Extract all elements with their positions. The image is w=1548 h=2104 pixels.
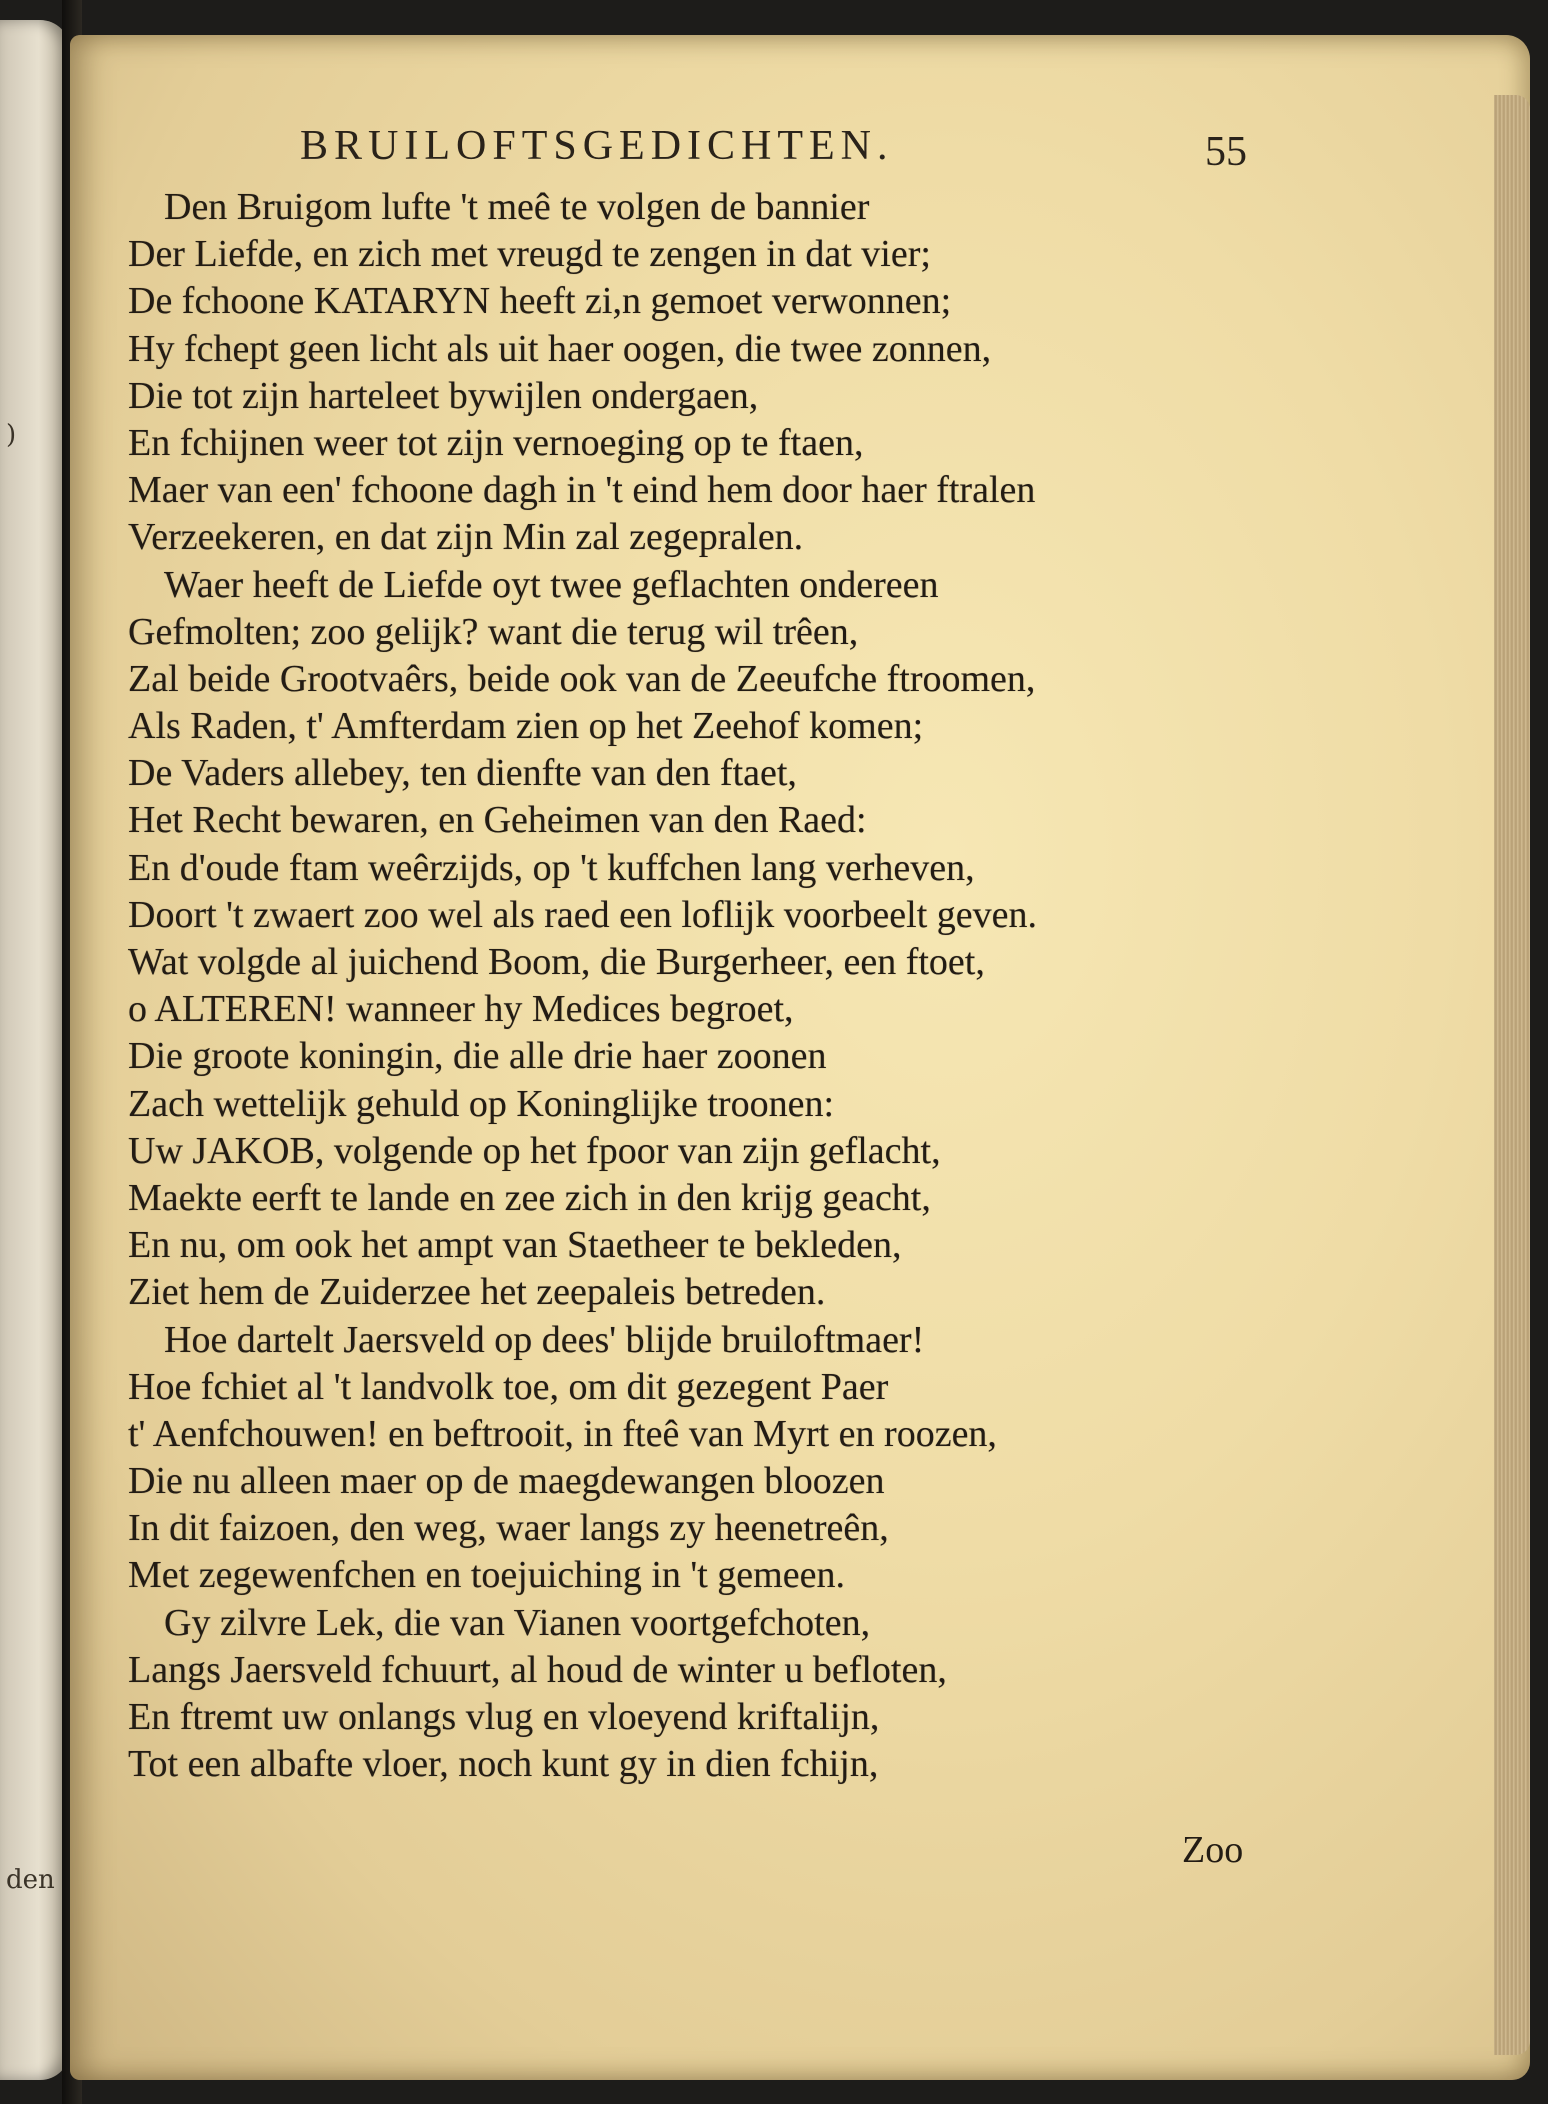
left-page-fragment: ) bbox=[6, 420, 17, 450]
poem-line: Gy zilvre Lek, die van Vianen voortgefchoten, bbox=[164, 1601, 871, 1644]
running-head bbox=[300, 122, 1250, 182]
poem-line: Ziet hem de Zuiderzee het zeepaleis betreden. bbox=[128, 1271, 826, 1314]
poem-line: De Vaders allebey, ten dienfte van den ftaet, bbox=[128, 752, 797, 795]
poem-line: Die tot zijn harteleet bywijlen ondergaen, bbox=[128, 374, 759, 417]
poem-line: Hoe fchiet al 't landvolk toe, om dit gezegent Paer bbox=[128, 1365, 889, 1408]
poem-line: Die groote koningin, die alle drie haer zoonen bbox=[128, 1035, 827, 1078]
poem-line: Het Recht bewaren, en Geheimen van den Raed: bbox=[128, 799, 867, 842]
poem-line: Hoe dartelt Jaersveld op dees' blijde bruiloftmaer! bbox=[164, 1318, 925, 1361]
poem-line: En ftremt uw onlangs vlug en vloeyend kriftalijn, bbox=[128, 1696, 880, 1738]
poem-line: o ALTEREN! wanneer hy Medices begroet, bbox=[128, 988, 794, 1031]
poem-line: Tot een albafte vloer, noch kunt gy in dien fchijn, bbox=[128, 1743, 879, 1786]
poem-line: Der Liefde, en zich met vreugd te zengen in dat vier; bbox=[128, 233, 931, 276]
left-page-edge bbox=[0, 20, 70, 2080]
poem-line: Waer heeft de Liefde oyt twee geflachten ondereen bbox=[164, 563, 939, 606]
poem-text bbox=[128, 184, 1278, 1788]
poem-line: Zal beide Grootvaêrs, beide ook van de Zeeufche ftroomen, bbox=[128, 657, 1036, 700]
poem-line: Verzeekeren, en dat zijn Min zal zegepralen. bbox=[128, 516, 804, 559]
poem-line: Hy fchept geen licht als uit haer oogen, die twee zonnen, bbox=[128, 327, 992, 370]
left-page-fragment: den bbox=[6, 1865, 55, 1895]
poem-line: Die nu alleen maer op de maegdewangen bloozen bbox=[128, 1460, 885, 1503]
poem-line: En nu, om ook het ampt van Staetheer te bekleden, bbox=[128, 1224, 902, 1267]
poem-line: Zach wettelijk gehuld op Koninglijke troonen: bbox=[128, 1082, 835, 1125]
poem-line: Wat volgde al juichend Boom, die Burgerheer, een ftoet, bbox=[128, 941, 985, 983]
page-title: BRUILOFTSGEDICHTEN. bbox=[300, 123, 894, 169]
poem-line: Uw JAKOB, volgende op het fpoor van zijn geflacht, bbox=[128, 1129, 941, 1172]
poem-line: Den Bruigom lufte 't meê te volgen de bannier bbox=[164, 186, 870, 228]
poem-line: Doort 't zwaert zoo wel als raed een loflijk voorbeelt geven. bbox=[128, 893, 1037, 936]
poem-line: De fchoone KATARYN heeft zi,n gemoet verwonnen; bbox=[128, 280, 952, 323]
poem-line: Gefmolten; zoo gelijk? want die terug wil trêen, bbox=[128, 610, 859, 653]
poem-line: En fchijnen weer tot zijn vernoeging op te ftaen, bbox=[128, 421, 864, 464]
poem-line: In dit faizoen, den weg, waer langs zy heenetreên, bbox=[128, 1507, 889, 1550]
poem-line: t' Aenfchouwen! en beftrooit, in fteê van Myrt en roozen, bbox=[128, 1412, 997, 1455]
page-stack-edge bbox=[1494, 95, 1530, 2055]
poem-line: En d'oude ftam weêrzijds, op 't kuffchen lang verheven, bbox=[128, 846, 975, 889]
poem-line: Als Raden, t' Amfterdam zien op het Zeehof komen; bbox=[128, 705, 924, 748]
catchword: Zoo bbox=[1182, 1829, 1244, 1871]
poem-line: Langs Jaersveld fchuurt, al houd de winter u befloten, bbox=[128, 1648, 947, 1691]
poem-line: Met zegewenfchen en toejuiching in 't gemeen. bbox=[128, 1554, 845, 1597]
poem-line: Maer van een' fchoone dagh in 't eind hem door haer ftralen bbox=[128, 469, 1036, 512]
page-number: 55 bbox=[1205, 129, 1247, 175]
poem-line: Maekte eerft te lande en zee zich in den krijg geacht, bbox=[128, 1176, 931, 1219]
